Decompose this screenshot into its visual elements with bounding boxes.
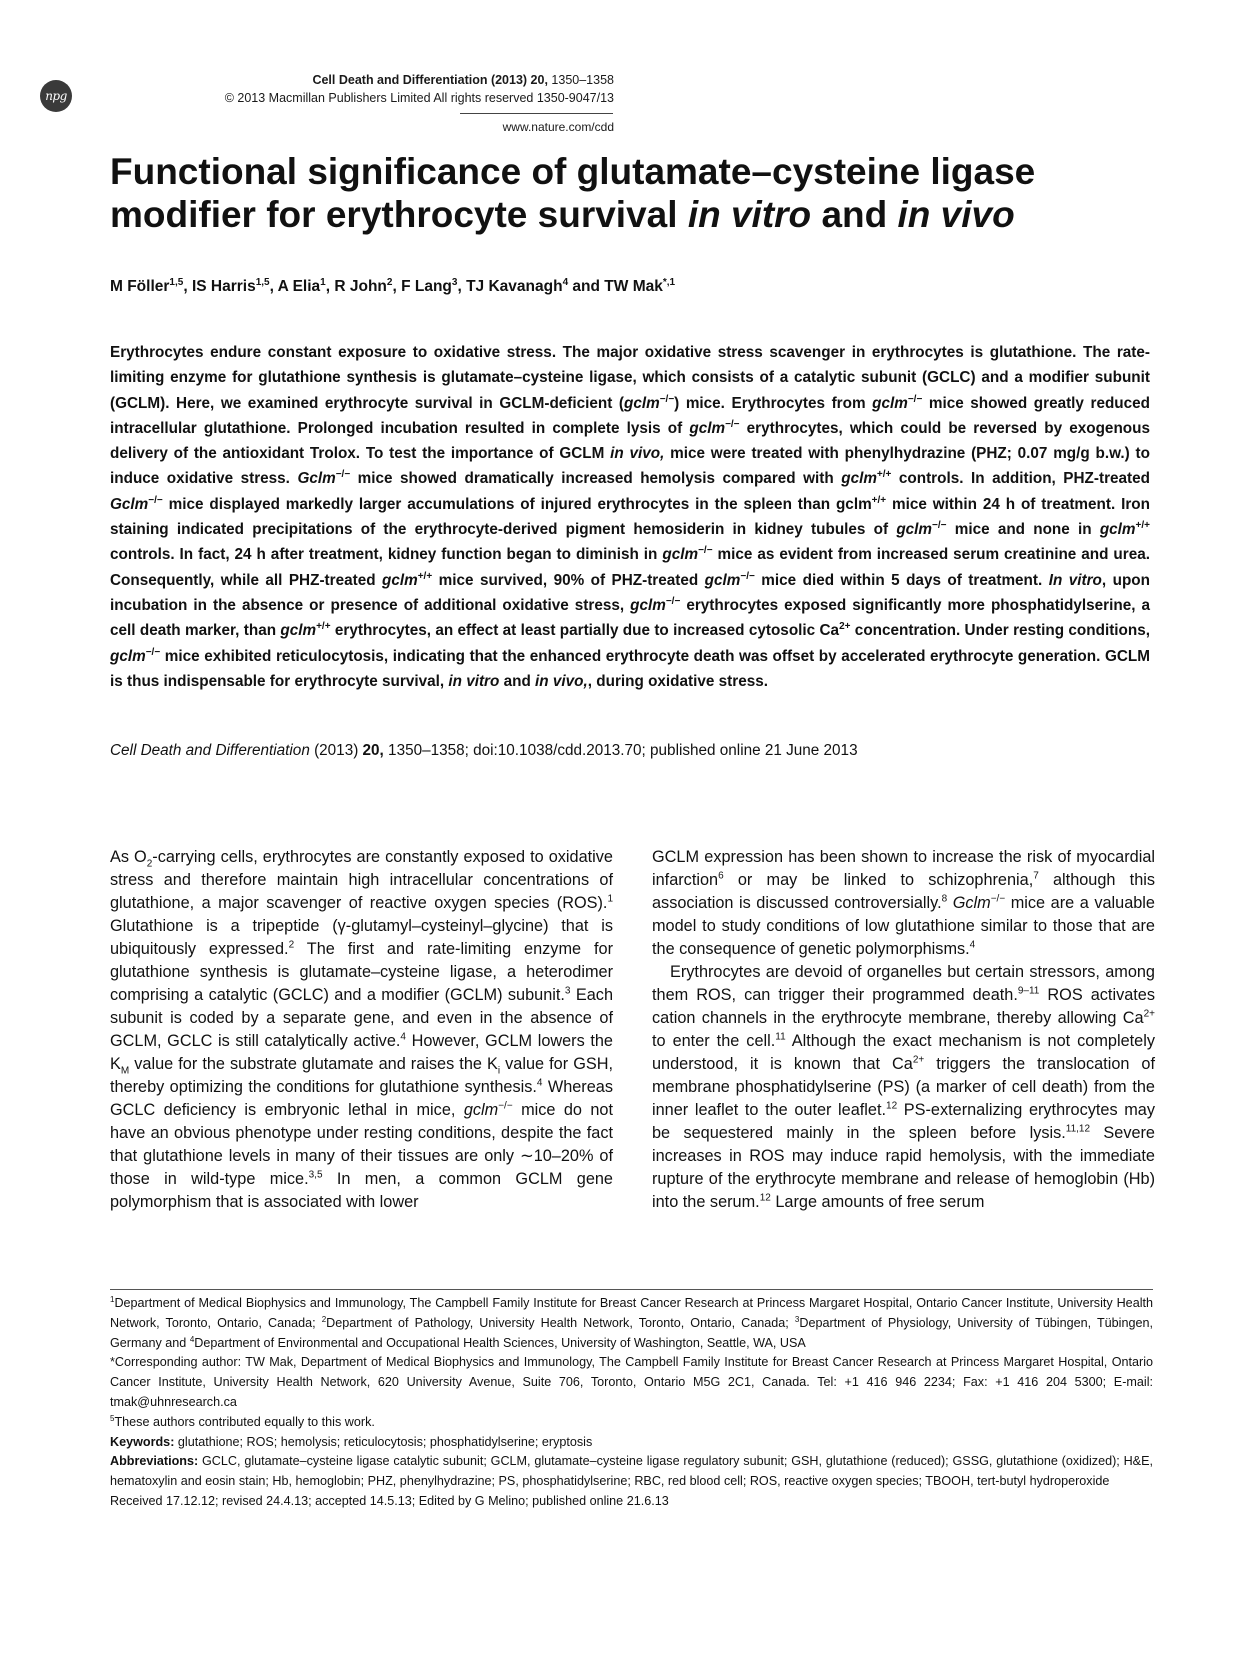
citation-volume: 20,: [362, 742, 384, 759]
keywords: [110, 1433, 1153, 1453]
body-text: triggers the translocation of membrane phosphatidylserine (PS) (a marker of cell death) from the inner leaflet to the outer leaflet.: [652, 1055, 1155, 1119]
author-affiliation: 3: [451, 277, 458, 288]
abstract-text: mice died within 5 days of treatment.: [754, 571, 1049, 589]
gene-gclm: gclm: [630, 596, 666, 614]
body-column-right: [652, 846, 1155, 1214]
genotype-wt: +/+: [871, 494, 887, 506]
keywords-text: glutathione; ROS; hemolysis; reticulocytosis; phosphatidylserine; eryptosis: [174, 1434, 593, 1449]
author-affiliation: *,1: [662, 277, 676, 288]
citation-details: 1350–1358; doi:10.1038/cdd.2013.70; published online 21 June 2013: [383, 742, 858, 759]
body-text: mice are a valuable model to study conditions of low glutathione similar to those that are the consequence of genetic polymorphisms.: [652, 894, 1155, 958]
abstract-text: mice and none in: [946, 521, 1100, 539]
body-text: or may be linked to schizophrenia,: [723, 871, 1034, 889]
abstract-text: mice survived, 90% of PHZ-treated: [432, 571, 705, 589]
npg-logo-text: npg: [45, 89, 67, 103]
body-text: although this association is discussed controversially.: [652, 871, 1156, 912]
reference[interactable]: 6: [718, 870, 724, 882]
affiliation-marker: 2: [321, 1314, 327, 1324]
author-separator: ,: [457, 278, 467, 296]
abstract-text: concentration. Under resting conditions,: [850, 622, 1150, 640]
received-dates: Received 17.12.12; revised 24.4.13; accepted 14.5.13; Edited by G Melino; published online 21.6.13: [110, 1493, 669, 1508]
author-affiliation: 1,5: [169, 277, 184, 288]
abstract-text: Erythrocytes endure constant exposure to oxidative stress. The major oxidative stress scavenger in erythrocytes is glutathione. The rate-limiting enzyme for glutathione synthesis is glutamate–cysteine ligase, which consists of a catalytic subunit (GCLC) and a modifier subunit (GCLM). Here, we examined erythrocyte survival in GCLM-deficient (: [110, 344, 1150, 412]
gene-gclm: gclm: [872, 394, 908, 412]
affiliation-marker: 5: [110, 1413, 115, 1423]
reference[interactable]: 3: [564, 985, 571, 997]
ion-charge: 2+: [912, 1054, 925, 1066]
affiliation-marker: 3: [794, 1314, 800, 1324]
reference[interactable]: 4: [969, 939, 976, 951]
in-vitro-term: In vitro: [1048, 571, 1102, 589]
body-text: In men, a common GCLM gene polymorphism that is associated with lower: [110, 1170, 613, 1211]
gene-gclm: gclm: [624, 394, 660, 412]
copyright-line: © 2013 Macmillan Publishers Limited All rights reserved 1350-9047/13: [224, 91, 614, 105]
body-text: Whereas GCLC deficiency is embryonic lethal in mice,: [110, 1078, 613, 1119]
abbreviations-label: Abbreviations:: [110, 1454, 199, 1469]
genotype-ko: −/−: [148, 494, 163, 506]
journal-header: [312, 73, 614, 87]
reference[interactable]: 4: [536, 1077, 543, 1089]
genotype-ko: −/−: [145, 646, 161, 658]
abstract-text: , during oxidative stress.: [587, 672, 768, 690]
abstract-text: , upon incubation in the absence or presence of additional oxidative stress,: [110, 571, 1150, 614]
genotype-ko: −/−: [498, 1100, 513, 1112]
footnote-rule: [110, 1289, 1153, 1290]
abstract-text: erythrocytes, which could be reversed by exogenous delivery of the antioxidant Trolox. To test the importance of GCLM: [110, 419, 1150, 463]
abstract-text: mice were treated with phenylhydrazine (PHZ; 0.07 mg/g b.w.) to induce oxidative stress.: [110, 445, 1150, 488]
author-affiliation: 1: [320, 277, 326, 288]
affiliations: [110, 1294, 1153, 1353]
npg-logo: [40, 80, 72, 112]
affiliation-text: Department of Environmental and Occupational Health Sciences, University of Washington, Seattle, WA, USA: [194, 1335, 806, 1350]
body-text: Glutathione is a tripeptide (γ-glutamyl–cysteinyl–glycine) that is ubiquitously expressed.: [110, 917, 613, 958]
body-text: The first and rate-limiting enzyme for glutathione synthesis is glutamate–cysteine ligase, a heterodimer comprising a catalytic (GCLC) and a modifier (GCLM) subunit.: [110, 940, 613, 1004]
subscript: M: [120, 1065, 130, 1077]
in-vitro-term: in vitro: [448, 672, 500, 690]
author-name: A Elia: [277, 278, 321, 296]
citation-line: [110, 742, 1150, 760]
body-paragraph: [652, 846, 1155, 961]
reference[interactable]: 2: [288, 939, 295, 951]
body-text: ROS activates cation channels in the erythrocyte membrane, thereby allowing Ca: [652, 986, 1155, 1027]
reference[interactable]: 11,12: [1065, 1123, 1091, 1135]
author-name: R John: [334, 278, 387, 296]
body-text: GCLM expression has been shown to increase the risk of myocardial infarction: [652, 848, 1155, 889]
affiliation-text: Department of Medical Biophysics and Immunology, The Campbell Family Institute for Breast Cancer Research at Princess Margaret Hospital, Ontario Cancer Institute, University Health Network, Toronto, Ontario, Canada;: [110, 1296, 1153, 1330]
abstract-text: controls. In addition, PHZ-treated: [891, 470, 1150, 488]
gene-gclm: gclm: [1099, 521, 1136, 539]
author-affiliation: 1,5: [255, 277, 270, 288]
abstract-text: erythrocytes, an effect at least partially due to increased cytosolic Ca: [330, 622, 840, 640]
gene-gclm: gclm: [110, 647, 146, 665]
abstract-text: mice showed greatly reduced intracellular glutathione. Prolonged incubation resulted in complete lysis of: [110, 394, 1150, 437]
gene-gclm: gclm: [463, 1101, 499, 1119]
journal-name: Cell Death and Differentiation (2013) 20,: [312, 73, 548, 87]
genotype-wt: +/+: [876, 469, 892, 481]
reference[interactable]: 11: [775, 1031, 786, 1043]
subscript: 2: [146, 858, 153, 870]
affiliation-text: Department of Physiology, University of Tübingen, Tübingen, Germany and: [110, 1315, 1153, 1350]
affiliation-marker: 4: [189, 1334, 195, 1344]
gene-gclm: Gclm: [110, 495, 149, 513]
gene-gclm: gclm: [662, 546, 699, 564]
abstract-text: mice as evident from increased serum creatinine and urea. Consequently, while all PHZ-treated: [110, 546, 1150, 589]
author-affiliation: 4: [562, 277, 569, 288]
abstract-text: mice displayed markedly larger accumulations of injured erythrocytes in the spleen than gclm: [162, 495, 872, 513]
reference[interactable]: 1: [607, 893, 613, 905]
subscript: i: [497, 1065, 501, 1077]
citation-year: (2013): [309, 742, 363, 759]
genotype-wt: +/+: [417, 570, 433, 582]
journal-pages: 1350–1358: [551, 73, 614, 87]
author-separator: and: [568, 278, 605, 296]
article-title: [110, 150, 1110, 236]
author-separator: ,: [392, 278, 402, 296]
body-paragraph: [652, 961, 1155, 1214]
body-column-left: [110, 846, 613, 1214]
genotype-wt: +/+: [1135, 519, 1150, 531]
title-and: and: [821, 194, 888, 235]
abbreviations: [110, 1452, 1153, 1492]
genotype-ko: −/−: [698, 545, 713, 557]
citation-journal: Cell Death and Differentiation: [110, 742, 310, 759]
body-text: Although the exact mechanism is not completely understood, it is known that Ca: [652, 1032, 1155, 1073]
corresponding-author: *Corresponding author: TW Mak, Department of Medical Biophysics and Immunology, The Campbell Family Institute for Breast Cancer Research at Princess Margaret Hospital, Ontario Cancer Institute, University Health Network, 620 University Avenue, Suite 706, Toronto, Ontario M5G 2C1, Canada. Tel: +1 416 946 2234; Fax: +1 416 204 5300; E-mail: tmak@uhnresearch.ca: [110, 1355, 1153, 1409]
gene-gclm: Gclm: [297, 470, 336, 488]
reference[interactable]: 4: [400, 1031, 406, 1043]
body-text: value for the substrate glutamate and raises the K: [129, 1055, 498, 1073]
author-affiliation: 2: [386, 277, 393, 288]
reference[interactable]: 8: [941, 893, 948, 905]
body-text: value for GSH, thereby optimizing the conditions for glutathione synthesis.: [110, 1055, 613, 1096]
genotype-ko: −/−: [665, 595, 681, 607]
reference[interactable]: 12: [886, 1100, 898, 1112]
author-name: F Lang: [401, 278, 452, 296]
body-text: Severe increases in ROS may induce rapid hemolysis, with the immediate rupture of the erythrocyte membrane and release of hemoglobin (Hb) into the serum.: [652, 1124, 1155, 1211]
body-text: Erythrocytes are devoid of organelles but certain stressors, among them ROS, can trigger their programmed death.: [652, 963, 1155, 1004]
abstract: [110, 340, 1150, 694]
in-vivo-term: in vivo,: [610, 445, 665, 463]
gene-gclm: gclm: [896, 521, 933, 539]
footnotes: [110, 1294, 1153, 1512]
author-list: [110, 277, 1160, 296]
equal-contribution: [110, 1413, 1153, 1433]
genotype-ko: −/−: [740, 570, 755, 582]
genotype-wt: +/+: [316, 621, 331, 633]
abstract-text: erythrocytes exposed significantly more phosphatidylserine, a cell death marker, than: [110, 596, 1150, 640]
author-separator: ,: [325, 278, 335, 296]
gene-gclm: gclm: [280, 622, 317, 640]
genotype-ko: −/−: [932, 519, 947, 531]
abstract-text: mice within 24 h of treatment. Iron staining indicated precipitations of the erythrocyte-derived pigment hemosiderin in kidney tubules of: [110, 495, 1150, 539]
reference[interactable]: 12: [759, 1192, 771, 1204]
body-text: -carrying cells, erythrocytes are constantly exposed to oxidative stress and therefore maintain high intracellular concentrations of glutathione, a major scavenger of reactive oxygen species (ROS).: [110, 848, 613, 912]
body-text: Each subunit is coded by a separate gene, and even in the absence of GCLM, GCLC is still catalytically active.: [110, 986, 613, 1050]
journal-url[interactable]: www.nature.com/cdd: [502, 120, 614, 134]
abstract-text: controls. In fact, 24 h after treatment, kidney function began to diminish in: [110, 546, 663, 564]
gene-gclm: gclm: [382, 571, 418, 589]
genotype-ko: −/−: [990, 893, 1006, 905]
in-vivo-term: in vivo,: [535, 672, 588, 690]
genotype-ko: −/−: [335, 469, 351, 481]
affiliation-text: Department of Pathology, University Health Network, Toronto, Ontario, Canada;: [326, 1315, 795, 1330]
body-paragraph: [110, 846, 613, 1214]
ion-charge: 2+: [1143, 1008, 1155, 1020]
author-separator: ,: [183, 278, 192, 296]
abstract-text: ) mice. Erythrocytes from: [674, 394, 873, 412]
genotype-ko: −/−: [725, 418, 740, 430]
gene-gclm: gclm: [689, 419, 726, 437]
abstract-text: and: [499, 672, 536, 690]
body-text: mice do not have an obvious phenotype under resting conditions, despite the fact that glutathione levels in many of their tissues are only ∼10–20% of those in wild-type mice.: [110, 1101, 613, 1188]
gene-gclm: gclm: [704, 571, 741, 589]
gene-gclm: Gclm: [952, 894, 991, 912]
body-text: However, GCLM lowers the K: [110, 1032, 613, 1073]
reference[interactable]: 3,5: [308, 1169, 323, 1181]
body-text: to enter the cell.: [652, 1032, 776, 1050]
title-in-vivo: in vivo: [897, 194, 1015, 235]
reference[interactable]: 7: [1033, 870, 1039, 882]
author-name: M Föller: [110, 278, 170, 296]
body-text: PS-externalizing erythrocytes may be sequestered mainly in the spleen before lysis.: [652, 1101, 1155, 1142]
header-rule: [460, 113, 613, 114]
title-main: Functional significance of glutamate–cysteine ligase modifier for erythrocyte survival: [110, 151, 1036, 235]
ion-charge: 2+: [839, 621, 851, 633]
genotype-ko: −/−: [907, 393, 923, 405]
gene-gclm: gclm: [841, 470, 877, 488]
abbreviations-text: GCLC, glutamate–cysteine ligase catalytic subunit; GCLM, glutamate–cysteine ligase regulatory subunit; GSH, glutathione (reduced); GSSG, glutathione (oxidized); H&E, hematoxylin and eosin stain; Hb, hemoglobin; PHZ, phenylhydrazine; PS, phosphatidylserine; RBC, red blood cell; ROS, reactive oxygen species; TBOOH, tert-butyl hydroperoxide: [110, 1454, 1153, 1489]
reference[interactable]: 9–11: [1017, 985, 1040, 997]
equal-contribution-text: These authors contributed equally to this work.: [114, 1414, 375, 1429]
title-in-vitro: in vitro: [687, 194, 812, 235]
author-name: TJ Kavanagh: [466, 278, 563, 296]
body-text: As O: [110, 848, 147, 866]
author-name: IS Harris: [191, 278, 256, 296]
body-text: Large amounts of free serum: [770, 1193, 985, 1211]
affiliation-marker: 1: [110, 1294, 115, 1304]
keywords-label: Keywords:: [110, 1434, 175, 1449]
abstract-text: mice showed dramatically increased hemolysis compared with: [350, 470, 842, 488]
author-name: TW Mak: [604, 278, 663, 296]
abstract-text: mice exhibited reticulocytosis, indicating that the enhanced erythrocyte death was offset by accelerated erythrocyte generation. GCLM is thus indispensable for erythrocyte survival,: [110, 647, 1150, 690]
genotype-ko: −/−: [659, 393, 675, 405]
author-separator: ,: [269, 278, 278, 296]
